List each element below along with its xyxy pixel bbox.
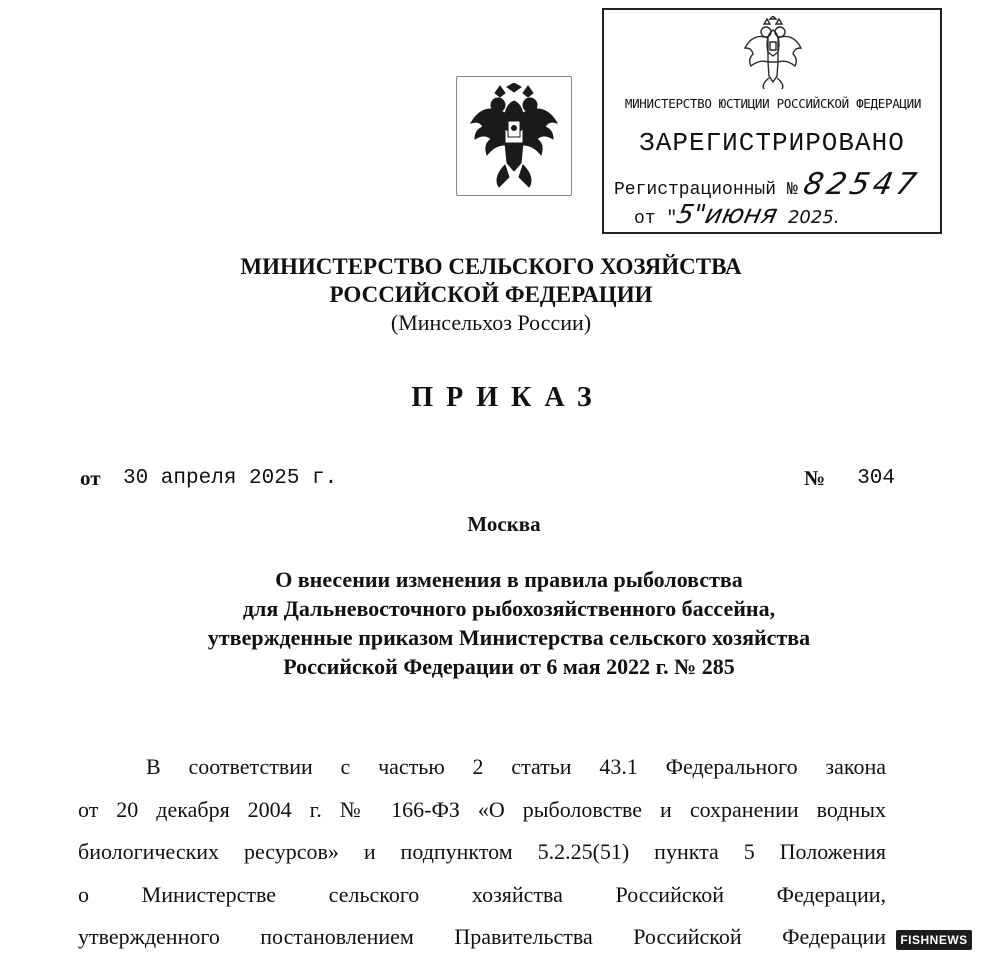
ministry-header [0,253,982,337]
body-line: утвержденного постановлением Правительства Российской Федерации [78,924,886,949]
ministry-name-line1: МИНИСТЕРСТВО СЕЛЬСКОГО ХОЗЯЙСТВА [240,254,742,279]
document-type-heading: ПРИКАЗ [411,382,605,413]
body-line: биологических ресурсов» и подпунктом 5.2.25(51) пункта 5 Положения [78,839,886,864]
order-date-number-row [80,466,895,496]
stamp-year: 2025. [787,207,840,228]
stamp-date-handwritten: 5"июня [674,200,781,230]
stamp-reg-label: Регистрационный № [614,180,798,200]
title-line: О внесении изменения в правила рыболовства [275,567,743,592]
city: Москва [467,512,541,536]
coat-of-arms-emblem [456,76,572,196]
stamp-reg-number: 82547 [799,167,923,202]
title-line: Российской Федерации от 6 мая 2022 г. № 285 [283,654,735,679]
stamp-date-prefix: от " [634,209,678,229]
stamp-agency: МИНИСТЕРСТВО ЮСТИЦИИ РОССИЙСКОЙ ФЕДЕРАЦИИ [624,96,922,111]
body-line: В соответствии с частью 2 статьи 43.1 Федерального закона [146,754,886,779]
title-line: для Дальневосточного рыбохозяйственного бассейна, [242,596,776,621]
date-label: от [80,466,101,490]
ministry-name-line2: РОССИЙСКОЙ ФЕДЕРАЦИИ [329,282,653,307]
stamp-status: ЗАРЕГИСТРИРОВАНО [639,128,905,158]
body-line: о Министерстве сельского хозяйства Российской Федерации, [78,881,886,907]
number-label: № [804,466,826,490]
order-date: 30 апреля 2025 г. [123,467,338,490]
registration-stamp [602,8,942,234]
source-watermark: FISHNEWS [896,930,972,950]
stamp-registration-line [614,167,923,202]
stamp-eagle-icon [742,16,804,90]
order-number: 304 [857,467,895,490]
double-headed-eagle-icon [465,83,563,189]
body-paragraph [78,746,886,959]
stamp-date-line [634,200,840,230]
order-title [0,565,982,681]
ministry-short-name: (Минсельхоз России) [390,310,592,335]
title-line: утвержденные приказом Министерства сельского хозяйства [207,625,811,650]
body-line: от 20 декабря 2004 г. № 166-ФЗ «О рыболовстве и сохранении водных [78,796,886,822]
